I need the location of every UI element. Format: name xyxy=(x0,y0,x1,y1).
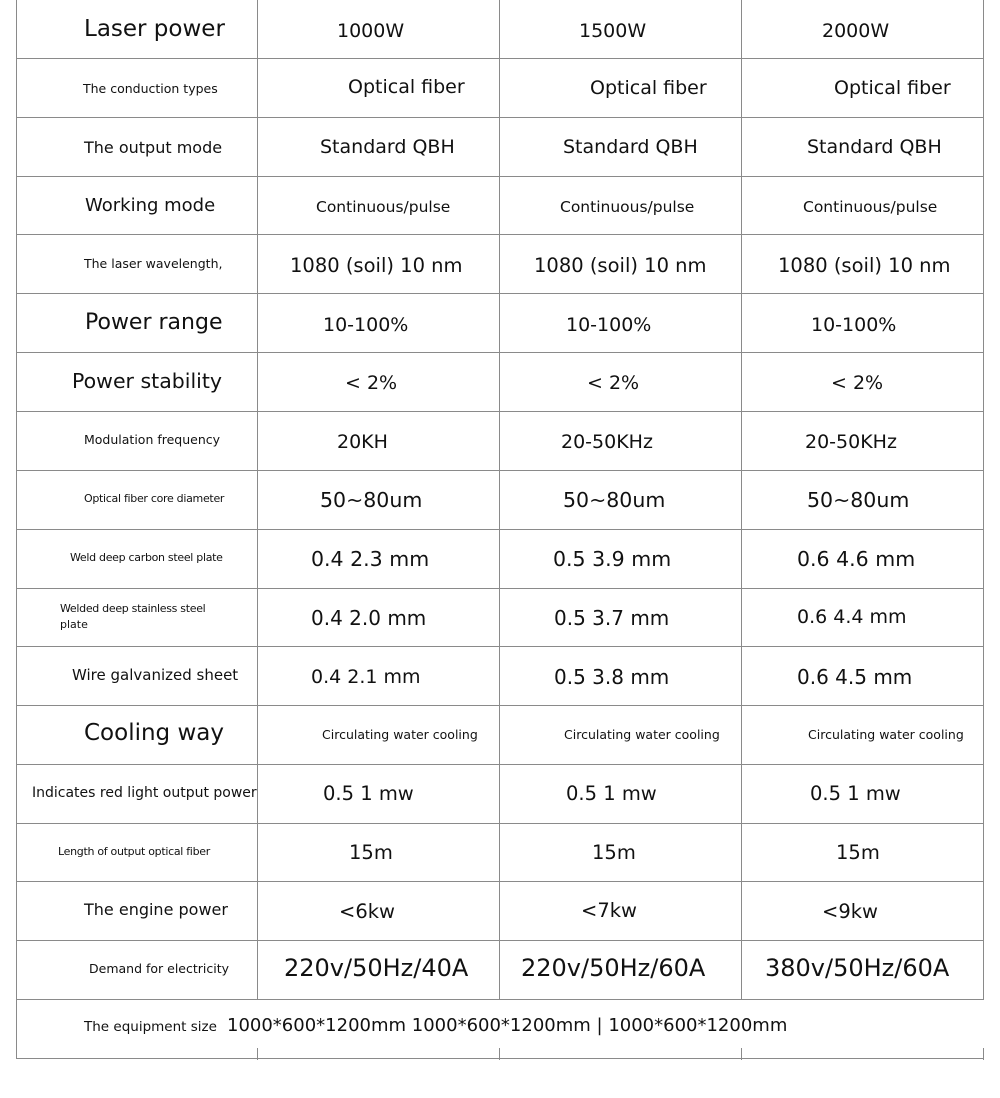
row-label-electricity-demand: Demand for electricity xyxy=(89,961,230,976)
cell-power-range-1: 10-100% xyxy=(323,314,409,336)
cell-laser-power-1500w: 1500W xyxy=(579,20,647,42)
cell-fiber-core-diameter-2: 50~80um xyxy=(563,488,666,512)
cell-laser-wavelength-3: 1080 (soil) 10 nm xyxy=(778,254,951,277)
row-divider xyxy=(16,117,984,118)
row-divider xyxy=(16,176,984,177)
row-label-modulation-frequency: Modulation frequency xyxy=(84,432,221,447)
row-label-laser-wavelength: The laser wavelength, xyxy=(84,256,223,271)
cell-laser-wavelength-2: 1080 (soil) 10 nm xyxy=(534,254,707,277)
row-label-wire-galvanized-sheet: Wire galvanized sheet xyxy=(72,666,239,684)
cell-engine-power-1: <6kw xyxy=(339,900,395,923)
cell-power-range-2: 10-100% xyxy=(566,314,652,336)
cell-modulation-frequency-3: 20-50KHz xyxy=(805,431,897,453)
row-divider xyxy=(16,764,984,765)
table-divider-1 xyxy=(257,0,258,1000)
cell-cooling-way-3: Circulating water cooling xyxy=(808,727,964,742)
row-label-output-fiber-length: Length of output optical fiber xyxy=(58,845,210,858)
cell-cooling-way-2: Circulating water cooling xyxy=(564,727,720,742)
cell-red-light-power-3: 0.5 1 mw xyxy=(810,782,901,805)
row-label-weld-carbon-steel: Weld deep carbon steel plate xyxy=(70,551,223,564)
cell-electricity-demand-2: 220v/50Hz/60A xyxy=(521,954,706,982)
cell-laser-wavelength-1: 1080 (soil) 10 nm xyxy=(290,254,463,277)
cell-weld-stainless-steel-2: 0.5 3.7 mm xyxy=(554,606,670,630)
row-label-cooling-way: Cooling way xyxy=(84,720,224,746)
cell-conduction-types-3: Optical fiber xyxy=(834,77,951,99)
row-label-fiber-core-diameter: Optical fiber core diameter xyxy=(84,492,225,505)
cell-output-mode-3: Standard QBH xyxy=(807,136,942,158)
cell-modulation-frequency-2: 20-50KHz xyxy=(561,431,653,453)
cell-wire-galvanized-sheet-3: 0.6 4.5 mm xyxy=(797,665,913,689)
row-label-weld-stainless-steel: Welded deep stainless steel xyxy=(60,602,206,615)
row-divider xyxy=(16,1058,984,1059)
row-divider xyxy=(16,881,984,882)
row-divider xyxy=(16,411,984,412)
cell-red-light-power-1: 0.5 1 mw xyxy=(323,782,414,805)
cell-laser-power-1000w: 1000W xyxy=(337,20,405,42)
cell-engine-power-2: <7kw xyxy=(581,899,637,922)
row-divider xyxy=(16,352,984,353)
cell-weld-carbon-steel-3: 0.6 4.6 mm xyxy=(797,547,916,571)
cell-output-fiber-length-2: 15m xyxy=(592,841,636,864)
row-divider xyxy=(16,588,984,589)
cell-power-stability-3: < 2% xyxy=(831,372,884,394)
cell-power-stability-2: < 2% xyxy=(587,372,640,394)
cell-electricity-demand-1: 220v/50Hz/40A xyxy=(284,954,469,982)
cell-power-stability-1: < 2% xyxy=(345,372,398,394)
cell-wire-galvanized-sheet-2: 0.5 3.8 mm xyxy=(554,665,670,689)
cell-conduction-types-1: Optical fiber xyxy=(348,76,465,98)
row-label-working-mode: Working mode xyxy=(85,195,216,216)
row-label-output-mode: The output mode xyxy=(84,138,223,157)
cell-engine-power-3: <9kw xyxy=(822,900,878,923)
cell-electricity-demand-3: 380v/50Hz/60A xyxy=(765,954,950,982)
row-divider xyxy=(16,58,984,59)
cell-output-mode-1: Standard QBH xyxy=(320,136,455,158)
table-divider-3 xyxy=(741,0,742,1000)
cell-equipment-size: 1000*600*1200mm 1000*600*1200mm | 1000*600*1200mm xyxy=(227,1015,788,1036)
row-divider xyxy=(16,470,984,471)
cell-weld-carbon-steel-2: 0.5 3.9 mm xyxy=(553,547,672,571)
row-divider xyxy=(16,529,984,530)
row-divider xyxy=(16,940,984,941)
row-label-weld-stainless-steel-line2: plate xyxy=(60,618,88,631)
row-label-red-light-power: Indicates red light output power xyxy=(32,785,257,801)
table-divider-2 xyxy=(499,0,500,1000)
cell-power-range-3: 10-100% xyxy=(811,314,897,336)
table-border-right xyxy=(983,0,984,1000)
cell-weld-carbon-steel-1: 0.4 2.3 mm xyxy=(311,547,430,571)
row-label-equipment-size: The equipment size xyxy=(84,1019,217,1035)
cell-laser-power-2000w: 2000W xyxy=(822,20,890,42)
row-label-engine-power: The engine power xyxy=(84,900,228,919)
cell-working-mode-1: Continuous/pulse xyxy=(316,198,451,216)
cell-output-fiber-length-1: 15m xyxy=(349,841,393,864)
row-divider xyxy=(16,999,984,1000)
cell-cooling-way-1: Circulating water cooling xyxy=(322,727,478,742)
cell-red-light-power-2: 0.5 1 mw xyxy=(566,782,657,805)
cell-fiber-core-diameter-3: 50~80um xyxy=(807,488,910,512)
row-divider xyxy=(16,293,984,294)
cell-working-mode-2: Continuous/pulse xyxy=(560,198,695,216)
cell-weld-stainless-steel-3: 0.6 4.4 mm xyxy=(797,606,907,628)
cell-conduction-types-2: Optical fiber xyxy=(590,77,707,99)
row-label-conduction-types: The conduction types xyxy=(83,81,218,96)
cell-weld-stainless-steel-1: 0.4 2.0 mm xyxy=(311,606,427,630)
row-divider xyxy=(16,823,984,824)
row-label-power-stability: Power stability xyxy=(72,369,223,393)
cell-fiber-core-diameter-1: 50~80um xyxy=(320,488,423,512)
row-divider xyxy=(16,705,984,706)
row-divider xyxy=(16,234,984,235)
row-label-power-range: Power range xyxy=(85,310,223,335)
cell-output-fiber-length-3: 15m xyxy=(836,841,880,864)
cell-working-mode-3: Continuous/pulse xyxy=(803,198,938,216)
cell-wire-galvanized-sheet-1: 0.4 2.1 mm xyxy=(311,666,421,688)
row-label-laser-power: Laser power xyxy=(84,16,225,42)
row-divider xyxy=(16,646,984,647)
cell-output-mode-2: Standard QBH xyxy=(563,136,698,158)
cell-modulation-frequency-1: 20KH xyxy=(337,431,388,453)
